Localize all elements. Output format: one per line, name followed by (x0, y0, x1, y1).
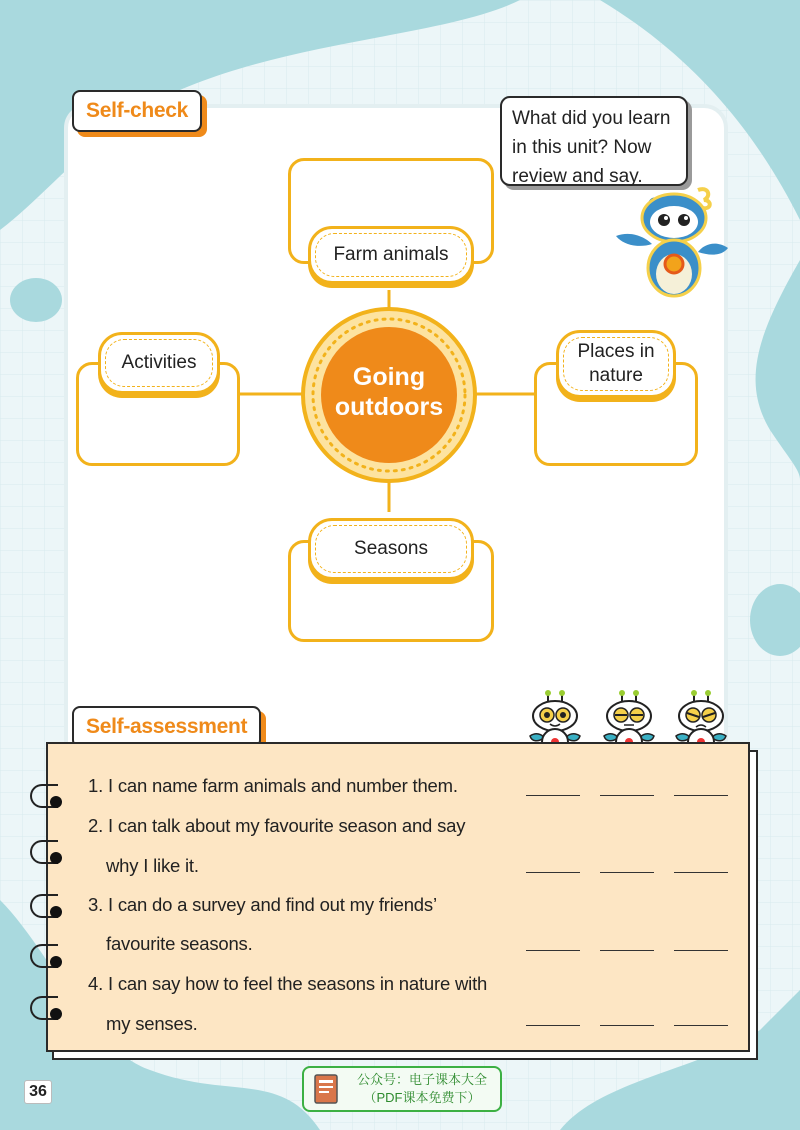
spiral-ring (30, 996, 70, 1022)
branch-label: Farm animals (333, 244, 449, 265)
spiral-ring (30, 894, 70, 920)
branch-label: Activities (121, 352, 197, 373)
spiral-ring (30, 784, 70, 810)
rating-blank[interactable] (674, 950, 728, 951)
self-check-title: Self-check (72, 90, 202, 132)
bubble-line: What did you learn (512, 108, 671, 129)
footer-watermark (302, 1066, 502, 1112)
rating-blank[interactable] (600, 795, 654, 796)
assessment-item-4-cont: my senses. (106, 1013, 198, 1034)
assessment-item-1: 1. I can name farm animals and number them. (88, 775, 458, 796)
rating-blank[interactable] (526, 1025, 580, 1026)
footer-line-2: （PDF课本免费下） (363, 1090, 481, 1105)
book-icon (310, 1072, 344, 1106)
rating-blank[interactable] (600, 1025, 654, 1026)
center-title (320, 362, 458, 422)
rating-blank[interactable] (600, 872, 654, 873)
rating-blank[interactable] (526, 950, 580, 951)
self-assessment-title: Self-assessment (72, 706, 261, 748)
center-line: Going (352, 363, 426, 391)
bubble-line: review and say. (512, 166, 643, 187)
spiral-ring (30, 840, 70, 866)
assessment-item-3-cont: favourite seasons. (106, 933, 253, 954)
branch-label: Places in (577, 341, 655, 362)
center-line: outdoors (334, 393, 444, 421)
assessment-item-4: 4. I can say how to feel the seasons in nature with (88, 973, 488, 994)
page-number: 36 (24, 1080, 52, 1104)
branch-label: Seasons (354, 538, 428, 559)
footer-line-1: 公众号：电子课本大全 (356, 1072, 487, 1087)
rating-blank[interactable] (526, 795, 580, 796)
bubble-line: in this unit? Now (512, 137, 652, 158)
rating-blank[interactable] (526, 872, 580, 873)
assessment-item-2-cont: why I like it. (106, 855, 199, 876)
rating-blank[interactable] (674, 1025, 728, 1026)
spiral-ring (30, 944, 70, 970)
assessment-item-2: 2. I can talk about my favourite season and say (88, 815, 466, 836)
branch-places-in-nature (556, 330, 676, 398)
branch-activities (98, 332, 220, 394)
branch-seasons (308, 518, 474, 580)
rating-blank[interactable] (674, 872, 728, 873)
branch-farm-animals (308, 226, 474, 284)
rating-blank[interactable] (600, 950, 654, 951)
rating-blank[interactable] (674, 795, 728, 796)
assessment-item-3: 3. I can do a survey and find out my friends’ (88, 894, 437, 915)
branch-label: nature (589, 365, 643, 386)
